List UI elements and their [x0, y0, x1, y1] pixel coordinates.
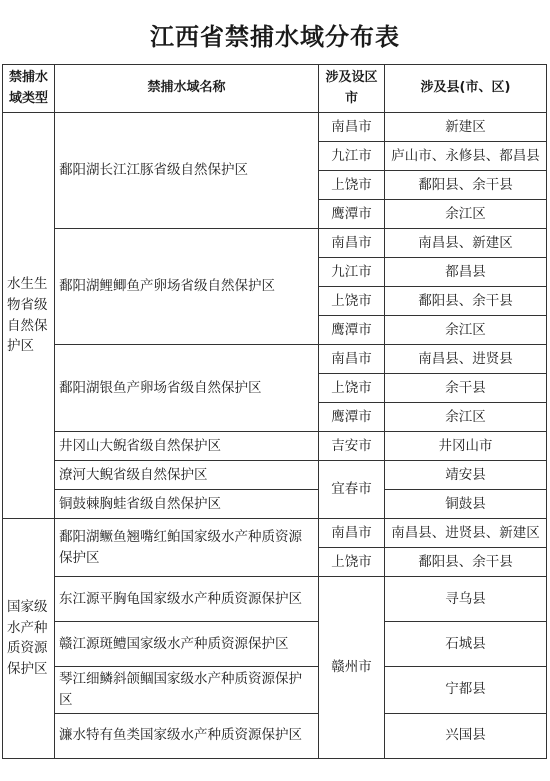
table-row: [3, 622, 547, 667]
county-cell: 石城县: [385, 622, 547, 667]
city-cell: 南昌市: [319, 113, 385, 142]
city-cell: 鹰潭市: [319, 403, 385, 432]
table-row: [3, 577, 547, 622]
name-cell: 鄱阳湖鲤鲫鱼产卵场省级自然保护区: [55, 229, 319, 345]
city-cell: 吉安市: [319, 432, 385, 461]
city-cell: 南昌市: [319, 229, 385, 258]
city-cell: 南昌市: [319, 519, 385, 548]
city-cell: 赣州市: [319, 577, 385, 759]
county-cell: 都昌县: [385, 258, 547, 287]
name-cell: 井冈山大鲵省级自然保护区: [55, 432, 319, 461]
county-cell: 余江区: [385, 200, 547, 229]
county-cell: 余干县: [385, 374, 547, 403]
county-cell: 井冈山市: [385, 432, 547, 461]
county-cell: 新建区: [385, 113, 547, 142]
county-cell: 兴国县: [385, 713, 547, 758]
header-county: 涉及县(市、区): [385, 65, 547, 113]
county-cell: 鄱阳县、余干县: [385, 171, 547, 200]
name-cell: 鄱阳湖长江江豚省级自然保护区: [55, 113, 319, 229]
name-cell: 鄱阳湖银鱼产卵场省级自然保护区: [55, 345, 319, 432]
prohibited-waters-table: [2, 64, 547, 759]
name-cell: 赣江源斑鳢国家级水产种质资源保护区: [55, 622, 319, 667]
name-cell: 鄱阳湖鳜鱼翘嘴红鲌国家级水产种质资源保护区: [55, 519, 319, 577]
city-cell: 南昌市: [319, 345, 385, 374]
table-row: [3, 229, 547, 258]
header-type: 禁捕水域类型: [3, 65, 55, 113]
name-cell: 濂水特有鱼类国家级水产种质资源保护区: [55, 713, 319, 758]
county-cell: 南昌县、进贤县: [385, 345, 547, 374]
type-cell: 水生生物省级自然保护区: [3, 113, 55, 519]
county-cell: 南昌县、进贤县、新建区: [385, 519, 547, 548]
city-cell: 上饶市: [319, 287, 385, 316]
header-city: 涉及设区市: [319, 65, 385, 113]
city-cell: 宜春市: [319, 461, 385, 519]
county-cell: 鄱阳县、余干县: [385, 287, 547, 316]
county-cell: 南昌县、新建区: [385, 229, 547, 258]
city-cell: 九江市: [319, 142, 385, 171]
county-cell: 靖安县: [385, 461, 547, 490]
name-cell: 东江源平胸龟国家级水产种质资源保护区: [55, 577, 319, 622]
city-cell: 上饶市: [319, 548, 385, 577]
table-row: [3, 667, 547, 714]
city-cell: 上饶市: [319, 171, 385, 200]
table-row: [3, 461, 547, 490]
table-row: [3, 519, 547, 548]
county-cell: 余江区: [385, 316, 547, 345]
county-cell: 余江区: [385, 403, 547, 432]
name-cell: 潦河大鲵省级自然保护区: [55, 461, 319, 490]
county-cell: 鄱阳县、余干县: [385, 548, 547, 577]
type-cell: 国家级水产种质资源保护区: [3, 519, 55, 759]
city-cell: 鹰潭市: [319, 200, 385, 229]
name-cell: 铜鼓棘胸蛙省级自然保护区: [55, 490, 319, 519]
city-cell: 鹰潭市: [319, 316, 385, 345]
table-header-row: [3, 65, 547, 113]
name-cell: 琴江细鳞斜颌鲴国家级水产种质资源保护区: [55, 667, 319, 714]
city-cell: 九江市: [319, 258, 385, 287]
county-cell: 铜鼓县: [385, 490, 547, 519]
table-row: [3, 490, 547, 519]
county-cell: 庐山市、永修县、都昌县: [385, 142, 547, 171]
county-cell: 宁都县: [385, 667, 547, 714]
page-title: 江西省禁捕水域分布表: [150, 23, 400, 51]
header-name: 禁捕水域名称: [55, 65, 319, 113]
table-row: [3, 345, 547, 374]
table-row: [3, 113, 547, 142]
table-row: [3, 432, 547, 461]
table-row: [3, 713, 547, 758]
county-cell: 寻乌县: [385, 577, 547, 622]
city-cell: 上饶市: [319, 374, 385, 403]
